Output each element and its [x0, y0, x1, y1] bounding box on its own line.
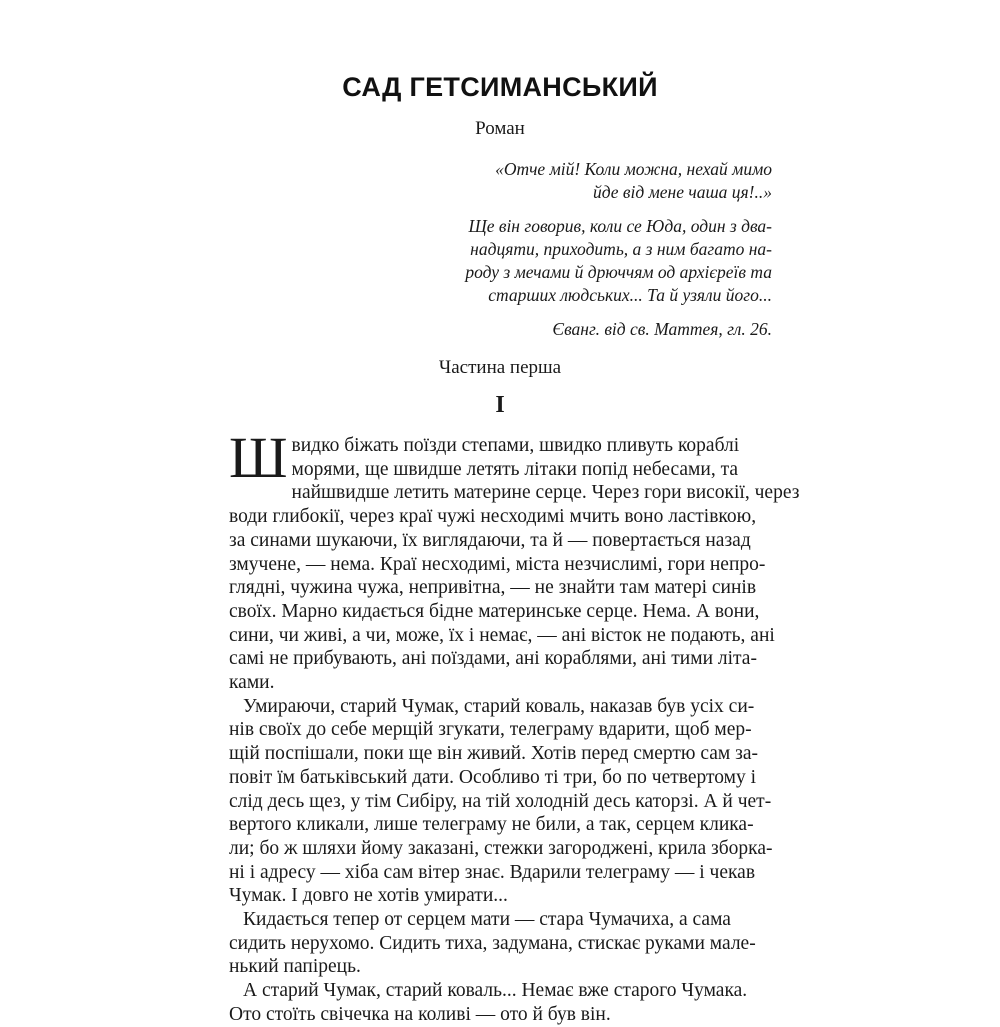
text-line: води глибокії, через краї чужі несходимі мчить воно ластівкою,	[229, 506, 757, 528]
epigraph-line: Ще він говорив, коли се Юда, один з два-	[468, 216, 772, 236]
part-heading: Частина перша	[438, 357, 562, 378]
text-line: своїх. Марно кидається бідне материнське серце. Нема. А вони,	[229, 600, 760, 622]
text-line: самі не прибувають, ані поїздами, ані кораблями, ані тими літа-	[229, 648, 757, 670]
epigraph-source: Єванг. від св. Маттея, гл. 26.	[552, 319, 772, 339]
epigraph-line: роду з мечами й дрюччям од архієреїв та	[465, 262, 772, 282]
text-line: ками.	[229, 672, 275, 694]
text-line: змучене, — нема. Краї несходимі, міста незчислимі, гори непро-	[229, 553, 766, 575]
epigraph-line: старших людських... Та й узяли його...	[488, 285, 772, 305]
text-line: вертого кликали, лише телеграму не били, а так, серцем клика-	[229, 814, 754, 836]
text-line: видко біжать поїзди степами, швидко пливуть кораблі	[291, 435, 740, 456]
epigraph-line: йде від мене чаша ця!..»	[592, 182, 772, 202]
chapter-text	[229, 425, 800, 1027]
text-line: Кидається тепер от серцем мати — стара Чумачиха, а сама	[243, 909, 731, 931]
epigraph-quote	[420, 158, 772, 204]
text-line: нів своїх до себе мерщій згукати, телеграму вдарити, щоб мер-	[229, 719, 752, 741]
book-title: САД ГЕТСИМАНСЬКИЙ	[342, 72, 658, 102]
epigraph	[420, 158, 772, 352]
text-line: повіт їм батьківський дати. Особливо ті три, бо по четвертому і	[229, 766, 757, 788]
text-line: Умираючи, старий Чумак, старий коваль, наказав був усіх си-	[243, 695, 755, 717]
epigraph-passage	[420, 215, 772, 307]
text-line: слід десь щез, у тім Сибіру, на тій холодній десь каторзі. А й чет-	[229, 790, 772, 812]
text-line: ні і адресу — хіба сам вітер знає. Вдарили телеграму — і чекав	[229, 861, 756, 883]
text-line: А старий Чумак, старий коваль... Немає вже старого Чумака.	[243, 980, 748, 1002]
drop-cap: Ш	[229, 425, 288, 490]
text-line: Ото стоїть свічечка на коливі — ото й був він.	[229, 1003, 611, 1025]
text-line: морями, ще швидше летять літаки попід небесами, та	[291, 458, 738, 480]
text-line: нький папірець.	[229, 956, 361, 978]
epigraph-line: надцяти, приходить, а з ним багато на-	[470, 239, 772, 259]
text-line: щій поспішали, поки ще він живий. Хотів перед смертю сам за-	[229, 743, 758, 765]
book-subtitle: Роман	[475, 118, 525, 139]
text-line: Чумак. І довго не хотів умирати...	[229, 885, 508, 907]
epigraph-line: «Отче мій! Коли можна, нехай мимо	[495, 159, 772, 179]
text-line: найшвидше летить материне серце. Через гори високії, через	[291, 482, 800, 504]
text-line: сидить нерухомо. Сидить тиха, задумана, стискає руками мале-	[229, 932, 756, 954]
text-line: сини, чи живі, а чи, може, їх і немає, — ані вісток не подають, ані	[229, 624, 775, 646]
text-line: ли; бо ж шляхи йому заказані, стежки загороджені, крила зборка-	[229, 837, 773, 859]
text-line: глядні, чужина чужа, непривітна, — не знайти там матері синів	[229, 577, 757, 599]
text-line: за синами шукаючи, їх виглядаючи, та й — повертається назад	[229, 529, 751, 551]
chapter-number: I	[495, 392, 505, 418]
